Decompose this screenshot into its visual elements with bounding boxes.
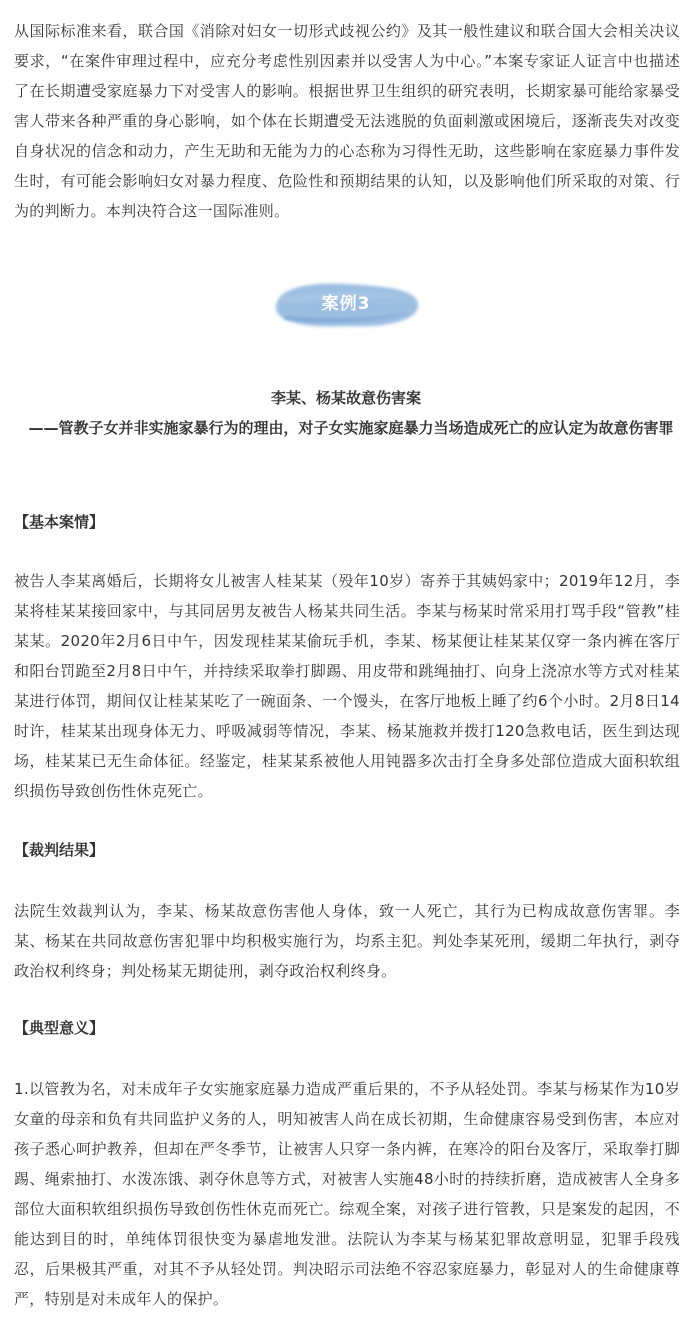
case-title: 李某、杨某故意伤害案 — [270, 389, 421, 407]
facts-heading: 【基本案情】 — [14, 513, 105, 531]
ruling-paragraph: 法院生效裁判认为，李某、杨某故意伤害他人身体，致一人死亡，其行为已构成故意伤害罪。李某、杨某在共同故意伤害犯罪中均积极实施行为，均系主犯。判处李某死刑，缓期二年执行，剥夺政治权利终身；判处杨某无期徒刑，剥夺政治权利终身。 — [14, 902, 680, 980]
case-number-label: 案例3 — [321, 294, 371, 314]
facts-paragraph: 被告人李某离婚后，长期将女儿被害人桂某某（殁年10岁）寄养于其姨妈家中；2019年12月，李某将桂某某接回家中，与其同居男友被告人杨某共同生活。李某与杨某时常采用打骂手段“管教”桂某某。2020年2月6日中午，因发现桂某某偷玩手机，李某、杨某便让桂某某仅穿一条内裤在客厅和阳台罚跪至2月8日中午，并持续采取拳打脚踢、用皮带和跳绳抽打、向身上浇凉水等方式对桂某某进行体罚，期间仅让桂某某吃了一碗面条、一个馒头，在客厅地板上睡了约6个小时。2月8日14时许，桂某某出现身体无力、呼吸减弱等情况，李某、杨某施救并拨打120急救电话，医生到达现场，桂某某已无生命体征。经鉴定，桂某某系被他人用钝器多次击打全身多处部位造成大面积软组织损伤导致创伤性休克死亡。 — [14, 572, 680, 800]
case-subtitle: ——管教子女并非实施家暴行为的理由，对子女实施家庭暴力当场造成死亡的应认定为故意伤害罪 — [28, 419, 674, 437]
ruling-heading: 【裁判结果】 — [14, 841, 105, 859]
significance-heading: 【典型意义】 — [14, 1019, 105, 1037]
case-number-badge — [268, 276, 424, 336]
intro-paragraph: 从国际标准来看，联合国《消除对妇女一切形式歧视公约》及其一般性建议和联合国大会相关决议要求，“在案件审理过程中，应充分考虑性别因素并以受害人为中心。”本案专家证人证言中也描述了在长期遭受家庭暴力下对受害人的影响。根据世界卫生组织的研究表明，长期家暴可能给家暴受害人带来各种严重的身心影响，如个体在长期遭受无法逃脱的负面刺激或困境后，逐渐丧失对改变自身状况的信念和动力，产生无助和无能为力的心态称为习得性无助，这些影响在家庭暴力事件发生时，有可能会影响妇女对暴力程度、危险性和预期结果的认知，以及影响他们所采取的对策、行为的判断力。本判决符合这一国际准则。 — [14, 22, 680, 220]
significance-paragraph: 1.以管教为名，对未成年子女实施家庭暴力造成严重后果的，不予从轻处罚。李某与杨某作为10岁女童的母亲和负有共同监护义务的人，明知被害人尚在成长初期，生命健康容易受到伤害，本应对孩子悉心呵护教养，但却在严冬季节，让被害人只穿一条内裤，在寒冷的阳台及客厅，采取拳打脚踢、绳索抽打、水泼冻饿、剥夺休息等方式，对被害人实施48小时的持续折磨，造成被害人全身多部位大面积软组织损伤导致创伤性休克而死亡。综观全案，对孩子进行管教，只是案发的起因，不能达到目的时，单纯体罚很快变为暴虐地发泄。法院认为李某与杨某犯罪故意明显，犯罪手段残忍，后果极其严重，对其不予从轻处罚。判决昭示司法绝不容忍家庭暴力，彰显对人的生命健康尊严，特别是对未成年人的保护。 — [14, 1080, 680, 1308]
